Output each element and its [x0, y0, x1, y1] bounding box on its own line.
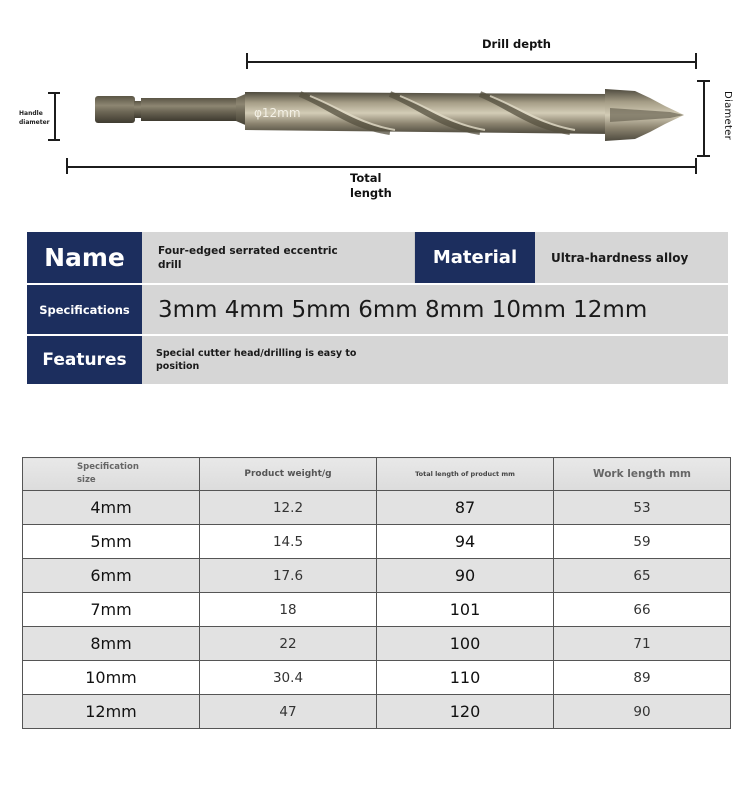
- cell-total-length: 120: [377, 695, 554, 729]
- drill-bit-image: [90, 86, 690, 148]
- table-row: [23, 593, 731, 627]
- cell-work-length: 89: [554, 661, 731, 695]
- specifications-value: 3mm 4mm 5mm 6mm 8mm 10mm 12mm: [142, 285, 728, 334]
- cell-total-length: 90: [377, 559, 554, 593]
- diameter-line: [703, 80, 705, 156]
- table-row: [23, 491, 731, 525]
- header-spec-size-line2: size: [77, 475, 96, 485]
- total-length-label-line2: length: [350, 186, 392, 200]
- material-label: Material: [415, 232, 535, 283]
- handle-diameter-tick-bottom: [48, 139, 60, 141]
- handle-diameter-line: [54, 92, 56, 140]
- cell-weight: 17.6: [200, 559, 377, 593]
- cell-total-length: 87: [377, 491, 554, 525]
- bit-marking: φ12mm: [254, 106, 301, 120]
- cell-total-length: 100: [377, 627, 554, 661]
- cell-total-length: 110: [377, 661, 554, 695]
- specification-table: [22, 457, 731, 729]
- handle-diameter-label-line1: Handle: [19, 110, 43, 117]
- header-spec-size-line1: Specification: [77, 462, 139, 472]
- total-length-label-line1: Total: [350, 171, 382, 185]
- cell-size: 8mm: [23, 627, 200, 661]
- cell-size: 10mm: [23, 661, 200, 695]
- cell-weight: 14.5: [200, 525, 377, 559]
- cell-total-length: 94: [377, 525, 554, 559]
- handle-diameter-label: [19, 109, 50, 127]
- product-info-panel: [27, 232, 728, 384]
- table-row: [23, 661, 731, 695]
- table-row: [23, 559, 731, 593]
- cell-size: 5mm: [23, 525, 200, 559]
- cell-work-length: 66: [554, 593, 731, 627]
- cell-weight: 18: [200, 593, 377, 627]
- cell-weight: 47: [200, 695, 377, 729]
- cell-weight: 22: [200, 627, 377, 661]
- table-row: [23, 695, 731, 729]
- header-work-length: Work length mm: [554, 458, 731, 491]
- table-row: [23, 525, 731, 559]
- cell-work-length: 90: [554, 695, 731, 729]
- diameter-label: Diameter: [722, 91, 733, 141]
- cell-weight: 30.4: [200, 661, 377, 695]
- total-length-tick-left: [66, 158, 68, 174]
- features-label: Features: [27, 336, 142, 384]
- diameter-tick-top: [697, 80, 710, 82]
- table-header-row: [23, 458, 731, 491]
- total-length-line: [66, 166, 696, 168]
- cell-size: 4mm: [23, 491, 200, 525]
- cell-total-length: 101: [377, 593, 554, 627]
- header-total-length: Total length of product mm: [377, 458, 554, 491]
- name-value-line2: drill: [158, 258, 182, 271]
- features-value-line2: position: [156, 361, 200, 372]
- name-value: [142, 232, 414, 283]
- handle-diameter-label-line2: diameter: [19, 119, 50, 126]
- total-length-label: [350, 171, 392, 201]
- drill-depth-line: [247, 61, 696, 63]
- specifications-label: Specifications: [27, 285, 142, 334]
- cell-work-length: 59: [554, 525, 731, 559]
- drill-depth-tick-left: [246, 53, 248, 69]
- header-product-weight: Product weight/g: [200, 458, 377, 491]
- name-value-line1: Four-edged serrated eccentric: [158, 244, 338, 257]
- cell-size: 7mm: [23, 593, 200, 627]
- diameter-tick-bottom: [697, 155, 710, 157]
- drill-depth-tick-right: [695, 53, 697, 69]
- cell-size: 6mm: [23, 559, 200, 593]
- features-value-line1: Special cutter head/drilling is easy to: [156, 348, 357, 359]
- cell-size: 12mm: [23, 695, 200, 729]
- cell-weight: 12.2: [200, 491, 377, 525]
- drill-depth-label: Drill depth: [482, 37, 551, 51]
- name-label: Name: [27, 232, 142, 283]
- header-spec-size: [23, 458, 200, 491]
- table-row: [23, 627, 731, 661]
- features-value: [142, 336, 728, 384]
- cell-work-length: 65: [554, 559, 731, 593]
- material-value: Ultra-hardness alloy: [535, 232, 728, 283]
- handle-diameter-tick-top: [48, 92, 60, 94]
- total-length-tick-right: [695, 158, 697, 174]
- cell-work-length: 53: [554, 491, 731, 525]
- cell-work-length: 71: [554, 627, 731, 661]
